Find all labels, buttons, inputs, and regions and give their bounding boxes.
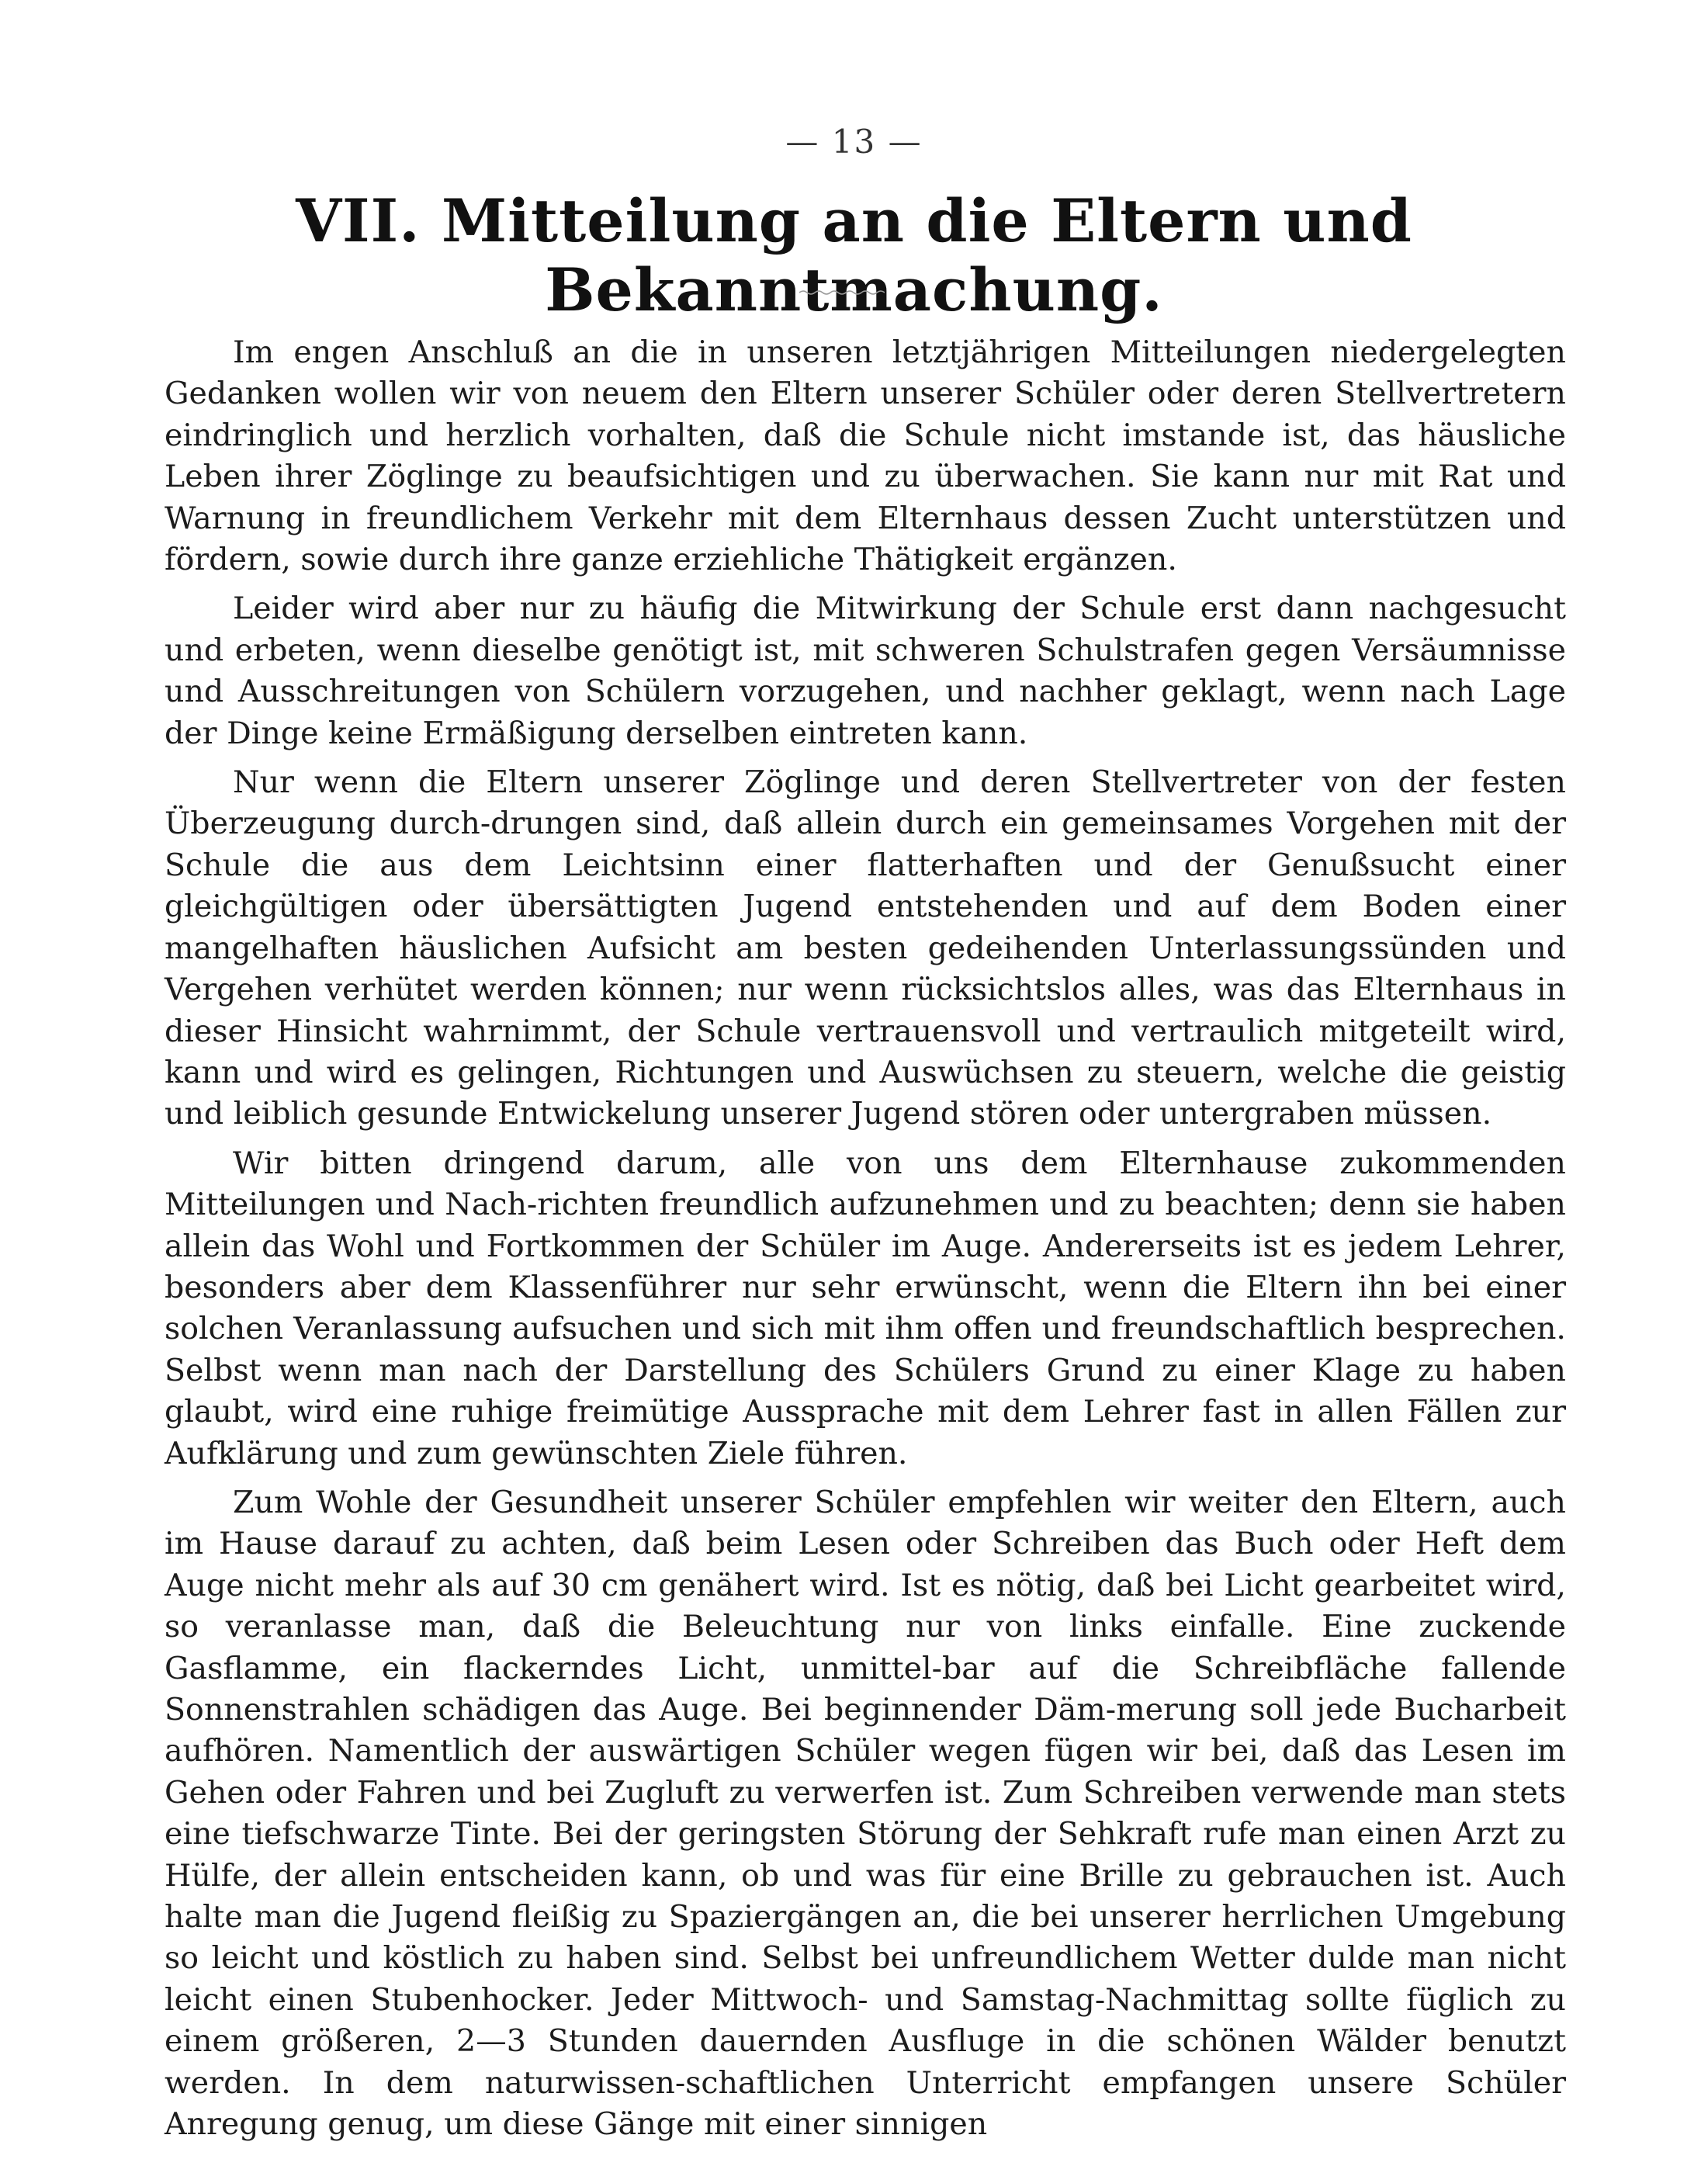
paragraph: Zum Wohle der Gesundheit unserer Schüler empfehlen wir weiter den Eltern, auch im Hause darauf zu achten, daß beim Lesen oder Schreiben das Buch oder Heft dem Auge nicht mehr als auf 30 cm genähert wird. Ist es nötig, daß bei Licht gearbeitet wird, so veranlasse man, daß die Beleuchtung nur von links einfalle. Eine zuckende Gasflamme, ein flackerndes Licht, unmittel-bar auf die Schreibfläche fallende Sonnenstrahlen schädigen das Auge. Bei beginnender Däm-merung soll jede Bucharbeit aufhören. Namentlich der auswärtigen Schüler wegen fügen wir bei, daß das Lesen im Gehen oder Fahren und bei Zugluft zu verwerfen ist. Zum Schreiben verwende man stets eine tiefschwarze Tinte. Bei der geringsten Störung der Sehkraft rufe man einen Arzt zu Hülfe, der allein entscheiden kann, ob und was für eine Brille zu gebrauchen ist. Auch halte man die Jugend fleißig zu Spaziergängen an, die bei unserer herrlichen Umgebung so leicht und köstlich zu haben sind. Selbst bei unfreundlichem Wetter dulde man nicht leicht einen Stubenhocker. Jeder Mittwoch- und Samstag-Nachmittag sollte füglich zu einem größeren, 2—3 Stunden dauernden Ausfluge in die schönen Wälder benutzt werden. In dem naturwissen-schaftlichen Unterricht empfangen unsere Schüler Anregung genug, um diese Gänge mit einer sinnigen xyxy=(165,1484,1566,2143)
paragraph: Nur wenn die Eltern unserer Zöglinge und deren Stellvertreter von der festen Überzeugung durch-drungen sind, daß allein durch ein gemeinsames Vorgehen mit der Schule die aus dem Leichtsinn einer flatterhaften und der Genußsucht einer gleichgültigen oder übersättigten Jugend entstehenden und auf dem Boden einer mangelhaften häuslichen Aufsicht am besten gedeihenden Unterlassungssünden und Vergehen verhütet werden können; nur wenn rücksichtslos alles, was das Elternhaus in dieser Hinsicht wahrnimmt, der Schule vertrauensvoll und vertraulich mitgeteilt wird, kann und wird es gelingen, Richtungen und Auswüchsen zu steuern, welche die geistig und leiblich gesunde Entwickelung unserer Jugend stören oder untergraben müssen. xyxy=(165,764,1566,1132)
body-text xyxy=(165,332,1566,2153)
paragraph: Wir bitten dringend darum, alle von uns dem Elternhause zukommenden Mitteilungen und Nach-richten freundlich aufzunehmen und zu beachten; denn sie haben allein das Wohl und Fortkommen der Schüler im Auge. Andererseits ist es jedem Lehrer, besonders aber dem Klassenführer nur sehr erwünscht, wenn die Eltern ihn bei einer solchen Veranlassung aufsuchen und sich mit ihm offen und freundschaftlich besprechen. Selbst wenn man nach der Darstellung des Schülers Grund zu einer Klage zu haben glaubt, wird eine ruhige freimütige Aussprache mit dem Lehrer fast in allen Fällen zur Aufklärung und zum gewünschten Ziele führen. xyxy=(165,1145,1566,1471)
paragraph: Leider wird aber nur zu häufig die Mitwirkung der Schule erst dann nachgesucht und erbeten, wenn dieselbe genötigt ist, mit schweren Schulstrafen gegen Versäumnisse und Ausschreitungen von Schülern vorzugehen, und nachher geklagt, wenn nach Lage der Dinge keine Ermäßigung derselben eintreten kann. xyxy=(165,591,1566,751)
decorative-rule xyxy=(799,289,885,296)
page-number: — 13 — xyxy=(785,123,923,161)
paragraph: Im engen Anschluß an die in unseren letztjährigen Mitteilungen niedergelegten Gedanken wollen wir von neuem den Eltern unserer Schüler oder deren Stellvertretern eindringlich und herzlich vorhalten, daß die Schule nicht imstande ist, das häusliche Leben ihrer Zöglinge zu beaufsichtigen und zu überwachen. Sie kann nur mit Rat und Warnung in freundlichem Verkehr mit dem Elternhaus dessen Zucht unterstützen und fördern, sowie durch ihre ganze erziehliche Thätigkeit ergänzen. xyxy=(165,334,1566,578)
section-heading: VII. Mitteilung an die Eltern und Bekanntmachung. xyxy=(296,186,1412,324)
